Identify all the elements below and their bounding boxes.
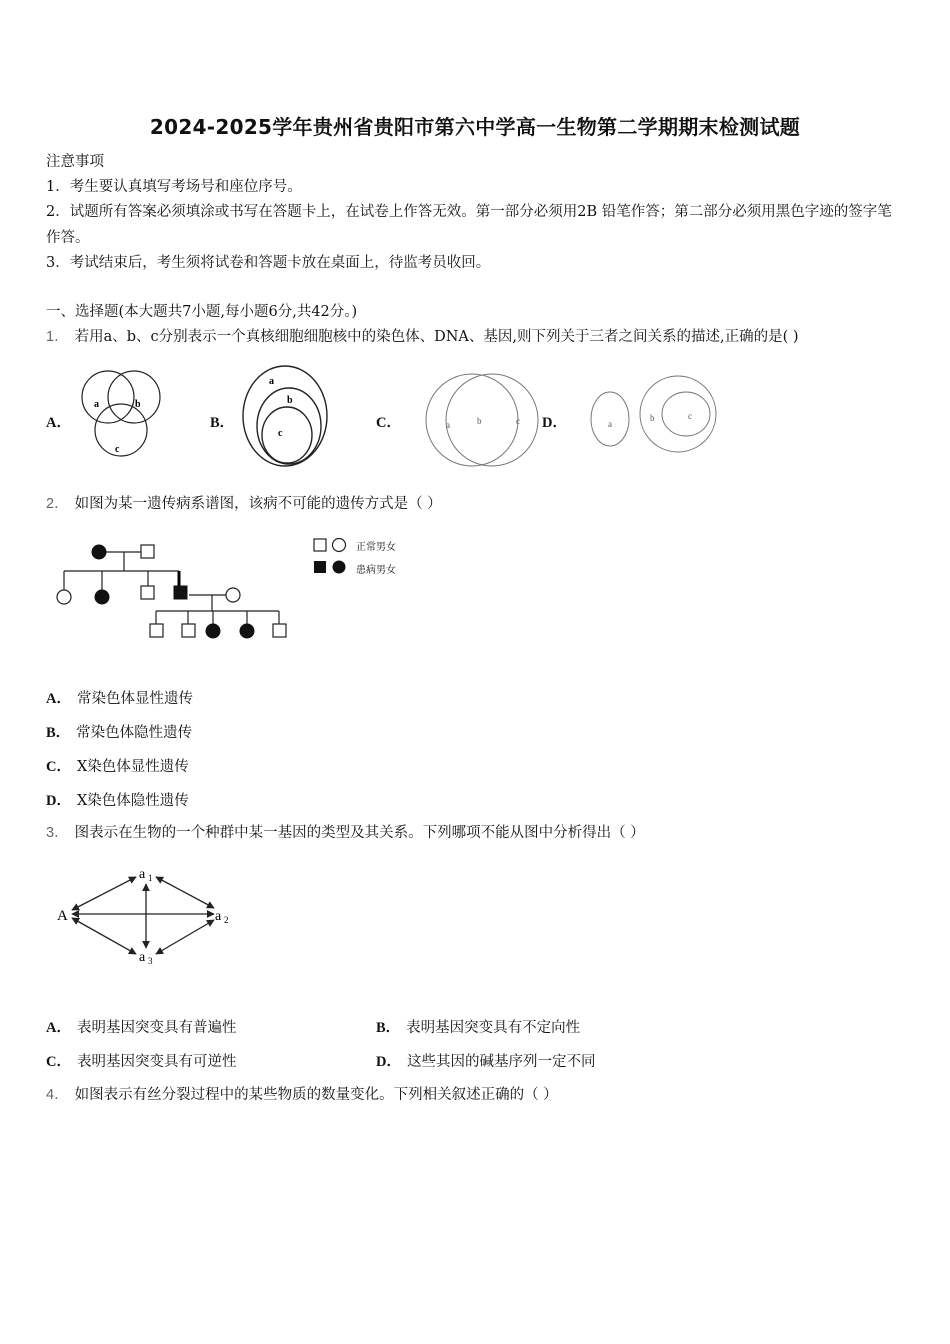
question-3: [46, 823, 645, 843]
legend-affected-male: [314, 561, 326, 573]
question-text: 若用a、b、c分别表示一个真核细胞细胞核中的染色体、DNA、基因,则下列关于三者之间关系的描述,正确的是( ): [74, 329, 799, 345]
circle-label-c: c: [516, 416, 520, 426]
node-a2: a: [215, 909, 222, 924]
notice-item-3: 3．考试结束后，考生须将试卷和答题卡放在桌面上，待监考员收回。: [46, 255, 491, 271]
option-label: D．: [376, 1054, 401, 1070]
page-title: 2024-2025学年贵州省贵阳市第六中学高一生物第二学期期末检测试题: [149, 115, 801, 139]
circle-label-a: a: [269, 376, 274, 387]
q3-option-a[interactable]: [46, 1016, 236, 1037]
normal-male: [182, 624, 195, 637]
q3-option-c[interactable]: [46, 1050, 236, 1071]
legend-normal-label: 正常男女: [356, 542, 396, 553]
node-a1: a: [139, 867, 146, 882]
option-text: X染色体显性遗传: [76, 759, 189, 775]
question-1: [46, 327, 799, 347]
option-label: B．: [376, 1020, 401, 1036]
q2-option-b[interactable]: [46, 721, 192, 742]
question-number: 1．: [46, 329, 69, 345]
question-number: 2．: [46, 496, 69, 512]
option-label: A．: [46, 1020, 71, 1036]
normal-male: [141, 586, 154, 599]
question-text: 如图为某一遗传病系谱图，该病不可能的遗传方式是（ ）: [74, 496, 442, 512]
normal-female: [226, 588, 240, 602]
legend-normal-female: [333, 539, 346, 552]
option-text: 表明基因突变具有可逆性: [76, 1054, 237, 1070]
node-a-center: A: [57, 908, 68, 924]
node-a1-subscript: 1: [148, 873, 153, 883]
q1-venn-a-figure: [74, 365, 174, 470]
q1-venn-d-figure: [588, 361, 718, 467]
q2-option-a[interactable]: [46, 687, 193, 708]
q1-option-b-label[interactable]: B．: [210, 415, 235, 431]
option-text: 这些其因的碱基序列一定不同: [406, 1054, 596, 1070]
option-text: 表明基因突变具有不定向性: [406, 1020, 581, 1036]
q1-option-a-label[interactable]: A．: [46, 415, 71, 431]
question-number: 3．: [46, 825, 69, 841]
circle-label-b: b: [287, 395, 293, 406]
circle-label-c: c: [115, 444, 120, 455]
circle-label-b: b: [135, 399, 141, 410]
option-label: C．: [46, 759, 71, 775]
option-label: C．: [46, 1054, 71, 1070]
q1-venn-c-figure: [420, 372, 545, 470]
circle-label-b: b: [650, 413, 655, 423]
affected-female: [95, 590, 109, 604]
circle-label-a: a: [608, 419, 612, 429]
notice-heading: 注意事项: [46, 154, 104, 170]
q2-option-d[interactable]: [46, 789, 189, 810]
circle-label-c: c: [688, 411, 692, 421]
option-text: 表明基因突变具有普遍性: [76, 1020, 237, 1036]
affected-female: [92, 545, 106, 559]
gene-mutation-diagram: [52, 862, 242, 972]
node-a3: a: [139, 950, 146, 965]
q1-option-d-label[interactable]: D．: [542, 415, 567, 431]
question-text: 图表示在生物的一个种群中某一基因的类型及其关系。下列哪项不能从图中分析得出（ ）: [74, 825, 645, 841]
normal-male: [273, 624, 286, 637]
option-label: B．: [46, 725, 71, 741]
option-label: A．: [46, 691, 71, 707]
q1-option-c-label[interactable]: C．: [376, 415, 401, 431]
option-label: D．: [46, 793, 71, 809]
option-text: 常染色体隐性遗传: [76, 725, 193, 741]
section-heading: 一、选择题(本大题共7小题,每小题6分,共42分。): [46, 304, 358, 320]
normal-male: [150, 624, 163, 637]
notice-item-1: 1．考生要认真填写考场号和座位序号。: [46, 179, 302, 195]
affected-female: [240, 624, 254, 638]
circle-label-a: a: [446, 420, 450, 430]
notice-item-2: 2．试题所有答案必须填涂或书写在答题卡上，在试卷上作答无效。第一部分必须用2B 铅笔作答；第二部分必须用黑色字迹的签字笔作答。: [46, 204, 892, 246]
option-text: X染色体隐性遗传: [76, 793, 189, 809]
question-text: 如图表示有丝分裂过程中的某些物质的数量变化。下列相关叙述正确的（ ）: [74, 1087, 558, 1103]
circle-label-a: a: [94, 399, 99, 410]
affected-female: [206, 624, 220, 638]
question-number: 4．: [46, 1087, 69, 1103]
legend-affected-label: 患病男女: [356, 565, 396, 576]
affected-male: [174, 586, 187, 599]
normal-female: [57, 590, 71, 604]
node-a3-subscript: 3: [148, 956, 153, 966]
circle-label-c: c: [278, 428, 283, 439]
node-a2-subscript: 2: [224, 915, 229, 925]
q3-option-d[interactable]: [376, 1050, 595, 1071]
question-2: [46, 494, 442, 514]
circle-label-b: b: [477, 416, 482, 426]
normal-male: [141, 545, 154, 558]
q3-option-b[interactable]: [376, 1016, 580, 1037]
q2-option-c[interactable]: [46, 755, 189, 776]
q1-venn-b-figure: [240, 363, 335, 471]
legend-affected-female: [333, 561, 346, 574]
legend-normal-male: [314, 539, 326, 551]
question-4: [46, 1085, 558, 1105]
option-text: 常染色体显性遗传: [76, 691, 193, 707]
pedigree-chart: [50, 535, 300, 647]
pedigree-legend-symbols: [312, 537, 352, 577]
